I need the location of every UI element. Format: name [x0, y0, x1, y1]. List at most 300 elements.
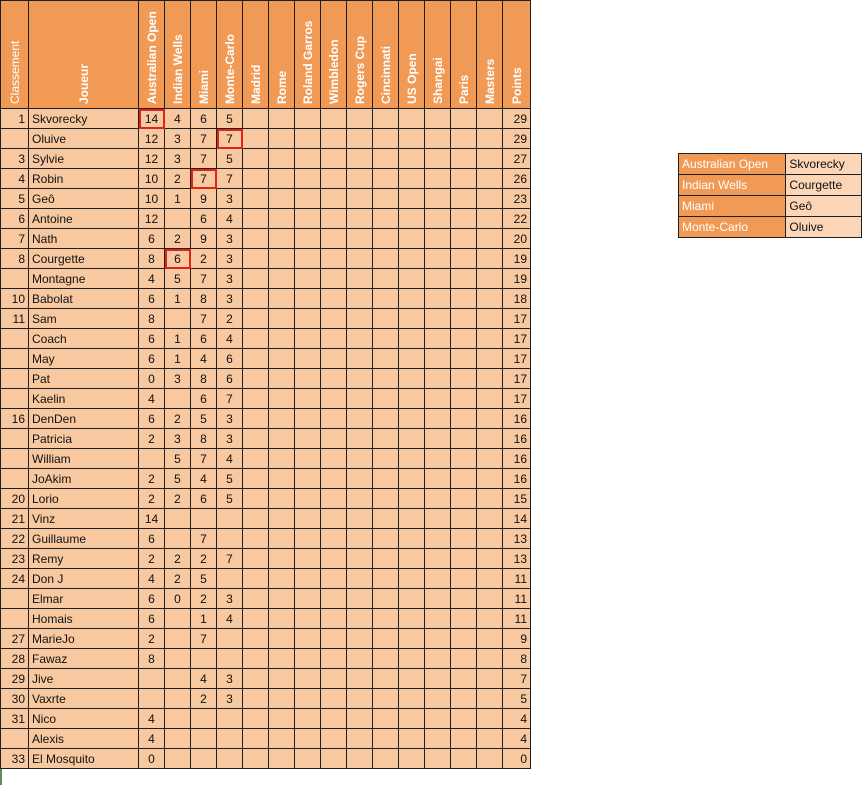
score-cell[interactable]: [165, 689, 191, 709]
header-tournament[interactable]: [243, 1, 269, 109]
score-cell[interactable]: [217, 709, 243, 729]
score-cell[interactable]: 6: [139, 349, 165, 369]
empty-score-cell[interactable]: [477, 569, 503, 589]
score-cell[interactable]: 6: [191, 109, 217, 129]
empty-score-cell[interactable]: [399, 409, 425, 429]
points-cell[interactable]: 5: [503, 689, 531, 709]
empty-score-cell[interactable]: [347, 249, 373, 269]
player-name-cell[interactable]: Kaelin: [29, 389, 139, 409]
empty-score-cell[interactable]: [477, 589, 503, 609]
player-name-cell[interactable]: Montagne: [29, 269, 139, 289]
empty-score-cell[interactable]: [269, 369, 295, 389]
score-cell[interactable]: 6: [139, 609, 165, 629]
empty-score-cell[interactable]: [347, 129, 373, 149]
empty-score-cell[interactable]: [399, 609, 425, 629]
empty-score-cell[interactable]: [295, 529, 321, 549]
score-cell[interactable]: 12: [139, 149, 165, 169]
header-tournament[interactable]: [191, 1, 217, 109]
empty-score-cell[interactable]: [399, 489, 425, 509]
score-cell[interactable]: 2: [139, 549, 165, 569]
empty-score-cell[interactable]: [373, 609, 399, 629]
empty-score-cell[interactable]: [321, 629, 347, 649]
empty-score-cell[interactable]: [347, 669, 373, 689]
score-cell[interactable]: [165, 529, 191, 549]
score-cell[interactable]: 7: [191, 129, 217, 149]
empty-score-cell[interactable]: [347, 689, 373, 709]
header-tournament[interactable]: [451, 1, 477, 109]
score-cell[interactable]: [165, 309, 191, 329]
empty-score-cell[interactable]: [321, 249, 347, 269]
points-cell[interactable]: 23: [503, 189, 531, 209]
empty-score-cell[interactable]: [425, 449, 451, 469]
empty-score-cell[interactable]: [295, 429, 321, 449]
legend-winner-cell[interactable]: Geô: [786, 196, 862, 217]
rank-cell[interactable]: [1, 369, 29, 389]
empty-score-cell[interactable]: [477, 269, 503, 289]
empty-score-cell[interactable]: [451, 169, 477, 189]
empty-score-cell[interactable]: [451, 749, 477, 769]
score-cell[interactable]: [165, 389, 191, 409]
points-cell[interactable]: 8: [503, 649, 531, 669]
empty-score-cell[interactable]: [425, 209, 451, 229]
player-name-cell[interactable]: Babolat: [29, 289, 139, 309]
empty-score-cell[interactable]: [295, 169, 321, 189]
score-cell[interactable]: [165, 209, 191, 229]
rank-cell[interactable]: [1, 329, 29, 349]
empty-score-cell[interactable]: [347, 409, 373, 429]
empty-score-cell[interactable]: [321, 489, 347, 509]
empty-score-cell[interactable]: [373, 549, 399, 569]
score-cell[interactable]: 5: [191, 409, 217, 429]
empty-score-cell[interactable]: [477, 209, 503, 229]
empty-score-cell[interactable]: [269, 189, 295, 209]
empty-score-cell[interactable]: [477, 669, 503, 689]
empty-score-cell[interactable]: [451, 249, 477, 269]
score-cell[interactable]: 5: [191, 569, 217, 589]
player-name-cell[interactable]: Homais: [29, 609, 139, 629]
empty-score-cell[interactable]: [477, 709, 503, 729]
empty-score-cell[interactable]: [373, 669, 399, 689]
empty-score-cell[interactable]: [295, 149, 321, 169]
player-name-cell[interactable]: DenDen: [29, 409, 139, 429]
player-name-cell[interactable]: Skvorecky: [29, 109, 139, 129]
empty-score-cell[interactable]: [243, 329, 269, 349]
score-cell[interactable]: 8: [191, 429, 217, 449]
empty-score-cell[interactable]: [295, 129, 321, 149]
score-cell[interactable]: 2: [139, 429, 165, 449]
empty-score-cell[interactable]: [347, 209, 373, 229]
player-name-cell[interactable]: Nath: [29, 229, 139, 249]
empty-score-cell[interactable]: [295, 369, 321, 389]
score-cell[interactable]: 14: [139, 509, 165, 529]
score-cell[interactable]: 7: [217, 169, 243, 189]
empty-score-cell[interactable]: [477, 549, 503, 569]
rank-cell[interactable]: 33: [1, 749, 29, 769]
score-cell[interactable]: 6: [139, 329, 165, 349]
empty-score-cell[interactable]: [425, 289, 451, 309]
empty-score-cell[interactable]: [269, 309, 295, 329]
empty-score-cell[interactable]: [243, 209, 269, 229]
empty-score-cell[interactable]: [347, 169, 373, 189]
empty-score-cell[interactable]: [347, 609, 373, 629]
empty-score-cell[interactable]: [373, 729, 399, 749]
header-tournament[interactable]: [165, 1, 191, 109]
score-cell[interactable]: 3: [217, 589, 243, 609]
empty-score-cell[interactable]: [399, 549, 425, 569]
player-name-cell[interactable]: Patricia: [29, 429, 139, 449]
empty-score-cell[interactable]: [477, 729, 503, 749]
empty-score-cell[interactable]: [269, 549, 295, 569]
score-cell[interactable]: 3: [165, 129, 191, 149]
score-cell[interactable]: [165, 749, 191, 769]
empty-score-cell[interactable]: [425, 129, 451, 149]
rank-cell[interactable]: [1, 389, 29, 409]
legend-tournament-cell[interactable]: Miami: [679, 196, 786, 217]
empty-score-cell[interactable]: [373, 689, 399, 709]
empty-score-cell[interactable]: [425, 689, 451, 709]
player-name-cell[interactable]: Sylvie: [29, 149, 139, 169]
score-cell[interactable]: 2: [165, 569, 191, 589]
rank-cell[interactable]: 16: [1, 409, 29, 429]
score-cell[interactable]: 4: [217, 449, 243, 469]
empty-score-cell[interactable]: [399, 429, 425, 449]
empty-score-cell[interactable]: [347, 449, 373, 469]
empty-score-cell[interactable]: [373, 429, 399, 449]
empty-score-cell[interactable]: [347, 509, 373, 529]
empty-score-cell[interactable]: [477, 169, 503, 189]
empty-score-cell[interactable]: [321, 129, 347, 149]
score-cell[interactable]: 2: [191, 549, 217, 569]
score-cell[interactable]: 7: [191, 529, 217, 549]
rank-cell[interactable]: 28: [1, 649, 29, 669]
empty-score-cell[interactable]: [347, 489, 373, 509]
rank-cell[interactable]: 24: [1, 569, 29, 589]
empty-score-cell[interactable]: [451, 469, 477, 489]
empty-score-cell[interactable]: [347, 709, 373, 729]
empty-score-cell[interactable]: [425, 329, 451, 349]
empty-score-cell[interactable]: [399, 249, 425, 269]
rank-cell[interactable]: 20: [1, 489, 29, 509]
empty-score-cell[interactable]: [373, 369, 399, 389]
empty-score-cell[interactable]: [347, 389, 373, 409]
empty-score-cell[interactable]: [373, 489, 399, 509]
score-cell[interactable]: [217, 509, 243, 529]
score-cell[interactable]: 2: [165, 169, 191, 189]
score-cell[interactable]: 1: [191, 609, 217, 629]
rank-cell[interactable]: 10: [1, 289, 29, 309]
player-name-cell[interactable]: William: [29, 449, 139, 469]
empty-score-cell[interactable]: [373, 389, 399, 409]
empty-score-cell[interactable]: [477, 229, 503, 249]
player-name-cell[interactable]: Courgette: [29, 249, 139, 269]
empty-score-cell[interactable]: [399, 169, 425, 189]
empty-score-cell[interactable]: [373, 269, 399, 289]
points-cell[interactable]: 11: [503, 589, 531, 609]
empty-score-cell[interactable]: [373, 329, 399, 349]
empty-score-cell[interactable]: [373, 249, 399, 269]
score-cell[interactable]: 6: [191, 329, 217, 349]
empty-score-cell[interactable]: [451, 189, 477, 209]
rank-cell[interactable]: 5: [1, 189, 29, 209]
empty-score-cell[interactable]: [269, 529, 295, 549]
empty-score-cell[interactable]: [451, 509, 477, 529]
empty-score-cell[interactable]: [321, 409, 347, 429]
empty-score-cell[interactable]: [451, 529, 477, 549]
empty-score-cell[interactable]: [321, 509, 347, 529]
empty-score-cell[interactable]: [477, 129, 503, 149]
player-name-cell[interactable]: Antoine: [29, 209, 139, 229]
score-cell[interactable]: 3: [165, 369, 191, 389]
empty-score-cell[interactable]: [321, 369, 347, 389]
empty-score-cell[interactable]: [295, 689, 321, 709]
points-cell[interactable]: 17: [503, 389, 531, 409]
score-cell[interactable]: 6: [191, 389, 217, 409]
empty-score-cell[interactable]: [347, 529, 373, 549]
score-cell[interactable]: [139, 669, 165, 689]
score-cell[interactable]: 4: [217, 209, 243, 229]
score-cell[interactable]: 12: [139, 209, 165, 229]
empty-score-cell[interactable]: [451, 629, 477, 649]
rank-cell[interactable]: 21: [1, 509, 29, 529]
empty-score-cell[interactable]: [425, 269, 451, 289]
score-cell[interactable]: 2: [191, 249, 217, 269]
player-name-cell[interactable]: Nico: [29, 709, 139, 729]
player-name-cell[interactable]: Alexis: [29, 729, 139, 749]
empty-score-cell[interactable]: [373, 449, 399, 469]
header-tournament[interactable]: [399, 1, 425, 109]
score-cell[interactable]: [217, 569, 243, 589]
empty-score-cell[interactable]: [399, 509, 425, 529]
score-cell[interactable]: 5: [165, 449, 191, 469]
points-cell[interactable]: 17: [503, 329, 531, 349]
empty-score-cell[interactable]: [321, 169, 347, 189]
winner-score-cell[interactable]: 7: [191, 169, 217, 189]
rank-cell[interactable]: 27: [1, 629, 29, 649]
empty-score-cell[interactable]: [295, 289, 321, 309]
rank-cell[interactable]: 1: [1, 109, 29, 129]
empty-score-cell[interactable]: [399, 649, 425, 669]
empty-score-cell[interactable]: [295, 409, 321, 429]
empty-score-cell[interactable]: [243, 549, 269, 569]
empty-score-cell[interactable]: [373, 109, 399, 129]
empty-score-cell[interactable]: [347, 569, 373, 589]
empty-score-cell[interactable]: [425, 549, 451, 569]
empty-score-cell[interactable]: [425, 429, 451, 449]
empty-score-cell[interactable]: [295, 229, 321, 249]
empty-score-cell[interactable]: [399, 229, 425, 249]
empty-score-cell[interactable]: [295, 629, 321, 649]
header-tournament[interactable]: [269, 1, 295, 109]
empty-score-cell[interactable]: [269, 749, 295, 769]
empty-score-cell[interactable]: [347, 189, 373, 209]
rank-cell[interactable]: [1, 729, 29, 749]
empty-score-cell[interactable]: [295, 449, 321, 469]
empty-score-cell[interactable]: [295, 749, 321, 769]
player-name-cell[interactable]: Sam: [29, 309, 139, 329]
empty-score-cell[interactable]: [295, 309, 321, 329]
empty-score-cell[interactable]: [321, 469, 347, 489]
empty-score-cell[interactable]: [295, 269, 321, 289]
empty-score-cell[interactable]: [399, 669, 425, 689]
score-cell[interactable]: 1: [165, 349, 191, 369]
player-name-cell[interactable]: JoAkim: [29, 469, 139, 489]
empty-score-cell[interactable]: [243, 689, 269, 709]
score-cell[interactable]: 7: [217, 389, 243, 409]
points-cell[interactable]: 27: [503, 149, 531, 169]
empty-score-cell[interactable]: [347, 729, 373, 749]
empty-score-cell[interactable]: [321, 109, 347, 129]
player-name-cell[interactable]: May: [29, 349, 139, 369]
score-cell[interactable]: 7: [191, 149, 217, 169]
rank-cell[interactable]: [1, 429, 29, 449]
rank-cell[interactable]: 30: [1, 689, 29, 709]
empty-score-cell[interactable]: [269, 689, 295, 709]
empty-score-cell[interactable]: [451, 149, 477, 169]
empty-score-cell[interactable]: [295, 589, 321, 609]
empty-score-cell[interactable]: [269, 709, 295, 729]
empty-score-cell[interactable]: [243, 509, 269, 529]
empty-score-cell[interactable]: [347, 369, 373, 389]
empty-score-cell[interactable]: [399, 309, 425, 329]
empty-score-cell[interactable]: [295, 609, 321, 629]
empty-score-cell[interactable]: [243, 389, 269, 409]
empty-score-cell[interactable]: [451, 589, 477, 609]
empty-score-cell[interactable]: [269, 469, 295, 489]
score-cell[interactable]: 3: [217, 689, 243, 709]
empty-score-cell[interactable]: [477, 149, 503, 169]
rank-cell[interactable]: 7: [1, 229, 29, 249]
points-cell[interactable]: 29: [503, 129, 531, 149]
empty-score-cell[interactable]: [321, 449, 347, 469]
empty-score-cell[interactable]: [373, 209, 399, 229]
empty-score-cell[interactable]: [243, 169, 269, 189]
empty-score-cell[interactable]: [243, 109, 269, 129]
empty-score-cell[interactable]: [451, 549, 477, 569]
empty-score-cell[interactable]: [295, 109, 321, 129]
empty-score-cell[interactable]: [347, 149, 373, 169]
points-cell[interactable]: 11: [503, 609, 531, 629]
empty-score-cell[interactable]: [243, 669, 269, 689]
empty-score-cell[interactable]: [425, 729, 451, 749]
score-cell[interactable]: [165, 649, 191, 669]
score-cell[interactable]: [217, 749, 243, 769]
score-cell[interactable]: 6: [139, 529, 165, 549]
score-cell[interactable]: 7: [217, 549, 243, 569]
score-cell[interactable]: 1: [165, 189, 191, 209]
empty-score-cell[interactable]: [243, 709, 269, 729]
winner-score-cell[interactable]: 6: [165, 249, 191, 269]
empty-score-cell[interactable]: [321, 289, 347, 309]
empty-score-cell[interactable]: [321, 549, 347, 569]
empty-score-cell[interactable]: [269, 349, 295, 369]
empty-score-cell[interactable]: [425, 589, 451, 609]
empty-score-cell[interactable]: [321, 669, 347, 689]
empty-score-cell[interactable]: [321, 349, 347, 369]
legend-winner-cell[interactable]: Skvorecky: [786, 154, 862, 175]
empty-score-cell[interactable]: [321, 309, 347, 329]
score-cell[interactable]: 3: [217, 289, 243, 309]
score-cell[interactable]: 9: [191, 189, 217, 209]
player-name-cell[interactable]: Vaxrte: [29, 689, 139, 709]
empty-score-cell[interactable]: [399, 589, 425, 609]
empty-score-cell[interactable]: [425, 109, 451, 129]
empty-score-cell[interactable]: [373, 469, 399, 489]
empty-score-cell[interactable]: [321, 729, 347, 749]
points-cell[interactable]: 0: [503, 749, 531, 769]
empty-score-cell[interactable]: [451, 289, 477, 309]
empty-score-cell[interactable]: [399, 269, 425, 289]
points-cell[interactable]: 17: [503, 349, 531, 369]
empty-score-cell[interactable]: [295, 489, 321, 509]
empty-score-cell[interactable]: [425, 469, 451, 489]
score-cell[interactable]: [217, 529, 243, 549]
empty-score-cell[interactable]: [347, 329, 373, 349]
empty-score-cell[interactable]: [347, 589, 373, 609]
player-name-cell[interactable]: Lorio: [29, 489, 139, 509]
empty-score-cell[interactable]: [269, 109, 295, 129]
score-cell[interactable]: [217, 629, 243, 649]
score-cell[interactable]: 5: [217, 469, 243, 489]
empty-score-cell[interactable]: [243, 729, 269, 749]
empty-score-cell[interactable]: [295, 249, 321, 269]
score-cell[interactable]: 1: [165, 289, 191, 309]
empty-score-cell[interactable]: [399, 129, 425, 149]
score-cell[interactable]: [139, 689, 165, 709]
empty-score-cell[interactable]: [295, 189, 321, 209]
player-name-cell[interactable]: Remy: [29, 549, 139, 569]
score-cell[interactable]: [217, 729, 243, 749]
empty-score-cell[interactable]: [451, 429, 477, 449]
rank-cell[interactable]: 6: [1, 209, 29, 229]
empty-score-cell[interactable]: [269, 489, 295, 509]
points-cell[interactable]: 9: [503, 629, 531, 649]
empty-score-cell[interactable]: [399, 389, 425, 409]
empty-score-cell[interactable]: [373, 749, 399, 769]
header-tournament[interactable]: [477, 1, 503, 109]
points-cell[interactable]: 19: [503, 269, 531, 289]
points-cell[interactable]: 13: [503, 549, 531, 569]
empty-score-cell[interactable]: [321, 709, 347, 729]
empty-score-cell[interactable]: [399, 329, 425, 349]
empty-score-cell[interactable]: [373, 169, 399, 189]
score-cell[interactable]: 4: [139, 569, 165, 589]
empty-score-cell[interactable]: [477, 749, 503, 769]
empty-score-cell[interactable]: [243, 489, 269, 509]
empty-score-cell[interactable]: [295, 569, 321, 589]
empty-score-cell[interactable]: [347, 549, 373, 569]
rank-cell[interactable]: [1, 349, 29, 369]
score-cell[interactable]: 8: [139, 309, 165, 329]
empty-score-cell[interactable]: [477, 429, 503, 449]
points-cell[interactable]: 17: [503, 309, 531, 329]
score-cell[interactable]: 6: [191, 209, 217, 229]
empty-score-cell[interactable]: [321, 529, 347, 549]
score-cell[interactable]: 4: [139, 269, 165, 289]
empty-score-cell[interactable]: [399, 449, 425, 469]
empty-score-cell[interactable]: [243, 149, 269, 169]
empty-score-cell[interactable]: [399, 109, 425, 129]
score-cell[interactable]: 4: [191, 469, 217, 489]
score-cell[interactable]: 6: [191, 489, 217, 509]
score-cell[interactable]: 4: [191, 669, 217, 689]
score-cell[interactable]: 2: [165, 489, 191, 509]
player-name-cell[interactable]: Elmar: [29, 589, 139, 609]
empty-score-cell[interactable]: [321, 269, 347, 289]
empty-score-cell[interactable]: [451, 269, 477, 289]
empty-score-cell[interactable]: [451, 569, 477, 589]
header-joueur[interactable]: [29, 1, 139, 109]
empty-score-cell[interactable]: [373, 529, 399, 549]
